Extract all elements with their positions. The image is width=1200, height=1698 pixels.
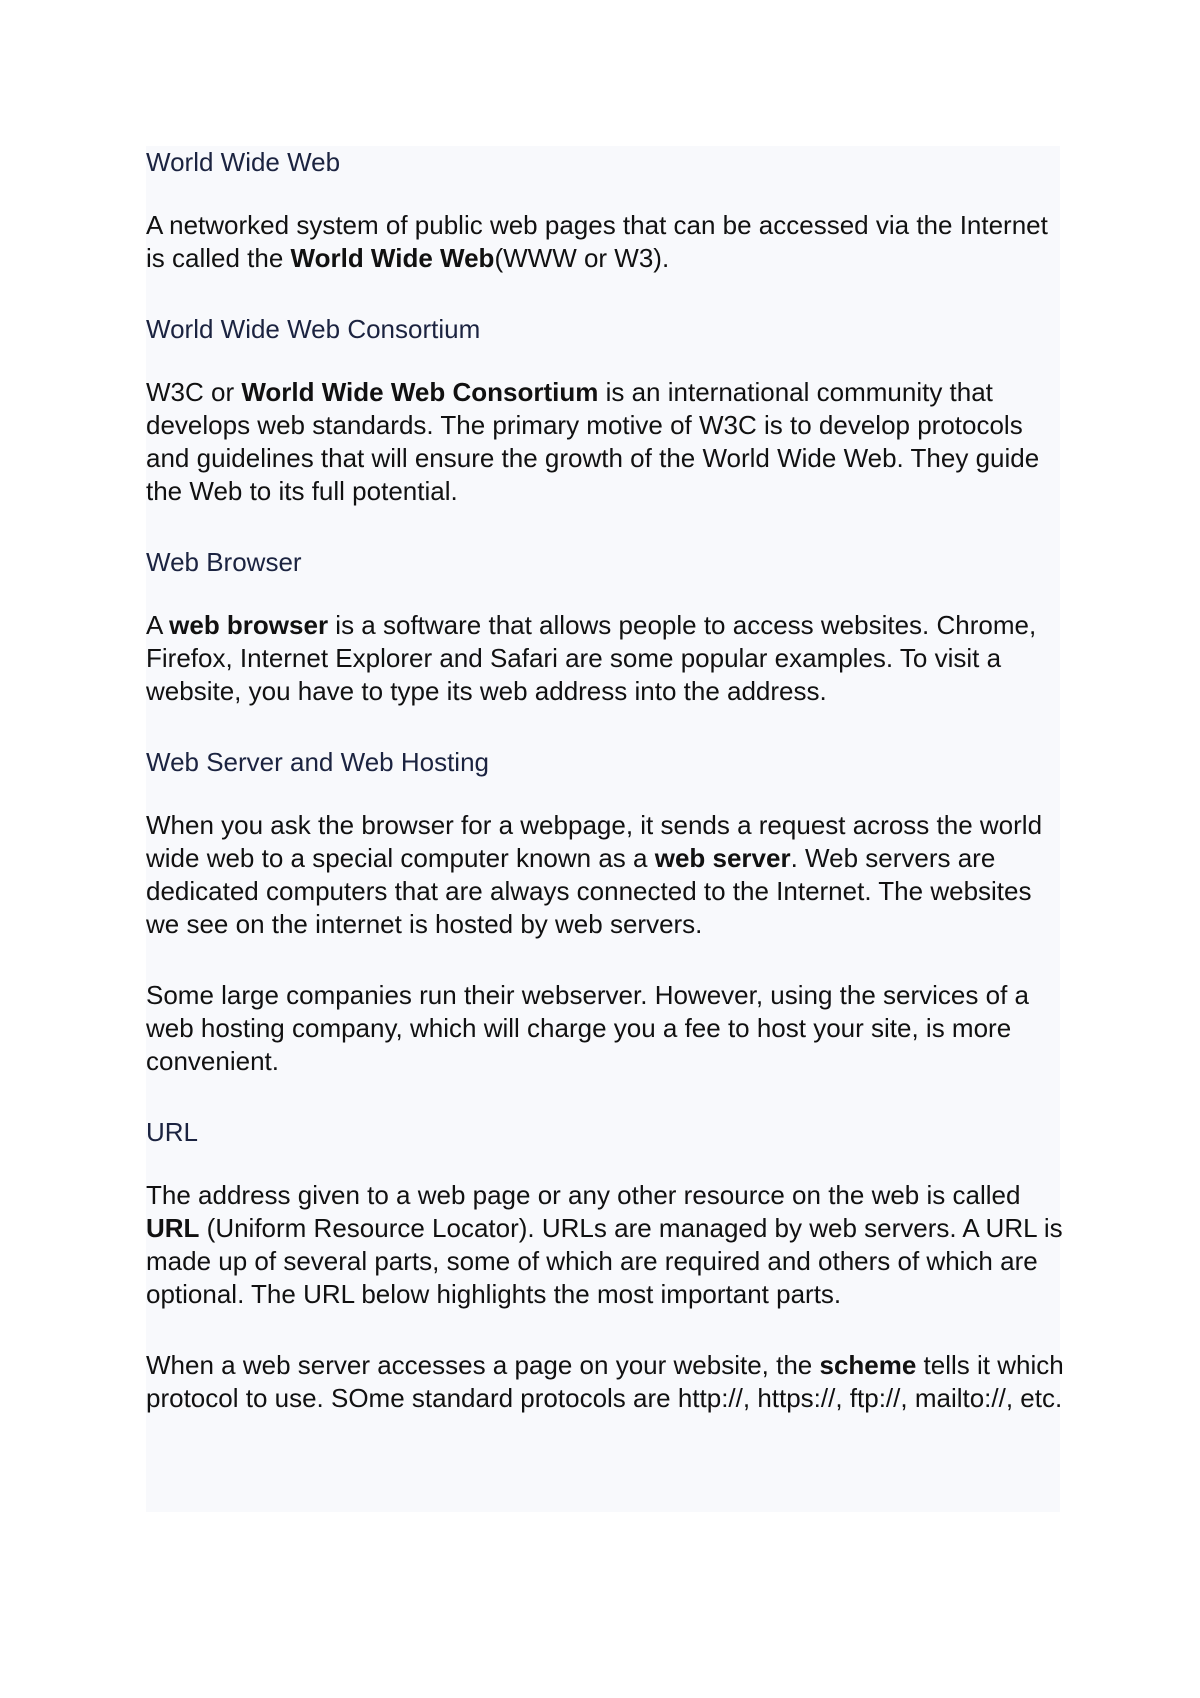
- section-heading-world-wide-web: World Wide Web: [146, 147, 341, 177]
- paragraph-web-server: When you ask the browser for a webpage, it sends a request across the world wide web to a special computer known as a web server. Web servers are dedicated computers that are always connected to the Internet. The websites we see on the internet is hosted by web servers.: [146, 810, 1043, 939]
- document-content: [146, 146, 1070, 1415]
- paragraph-world-wide-web: A networked system of public web pages that can be accessed via the Internet is called the World Wide Web(WWW or W3).: [146, 210, 1048, 273]
- section-heading-w3c: World Wide Web Consortium: [146, 314, 481, 344]
- paragraph-w3c: W3C or World Wide Web Consortium is an international community that develops web standards. The primary motive of W3C is to develop protocols and guidelines that will ensure the growth of the World Wide Web. They guide the Web to its full potential.: [146, 377, 1040, 506]
- paragraph-url-scheme: When a web server accesses a page on your website, the scheme tells it which protocol to use. SOme standard protocols are http://, https://, ftp://, mailto://, etc.: [146, 1350, 1064, 1413]
- section-heading-url: URL: [146, 1117, 199, 1147]
- paragraph-web-hosting: Some large companies run their webserver. However, using the services of a web hosting company, which will charge you a fee to host your site, is more convenient.: [146, 980, 1029, 1076]
- section-heading-web-browser: Web Browser: [146, 547, 302, 577]
- section-heading-web-server: Web Server and Web Hosting: [146, 747, 489, 777]
- paragraph-web-browser: A web browser is a software that allows people to access websites. Chrome, Firefox, Internet Explorer and Safari are some popular examples. To visit a website, you have to type its web address into the address.: [146, 610, 1037, 706]
- paragraph-url: The address given to a web page or any other resource on the web is called URL (Uniform Resource Locator). URLs are managed by web servers. A URL is made up of several parts, some of which are required and others of which are optional. The URL below highlights the most important parts.: [146, 1180, 1063, 1309]
